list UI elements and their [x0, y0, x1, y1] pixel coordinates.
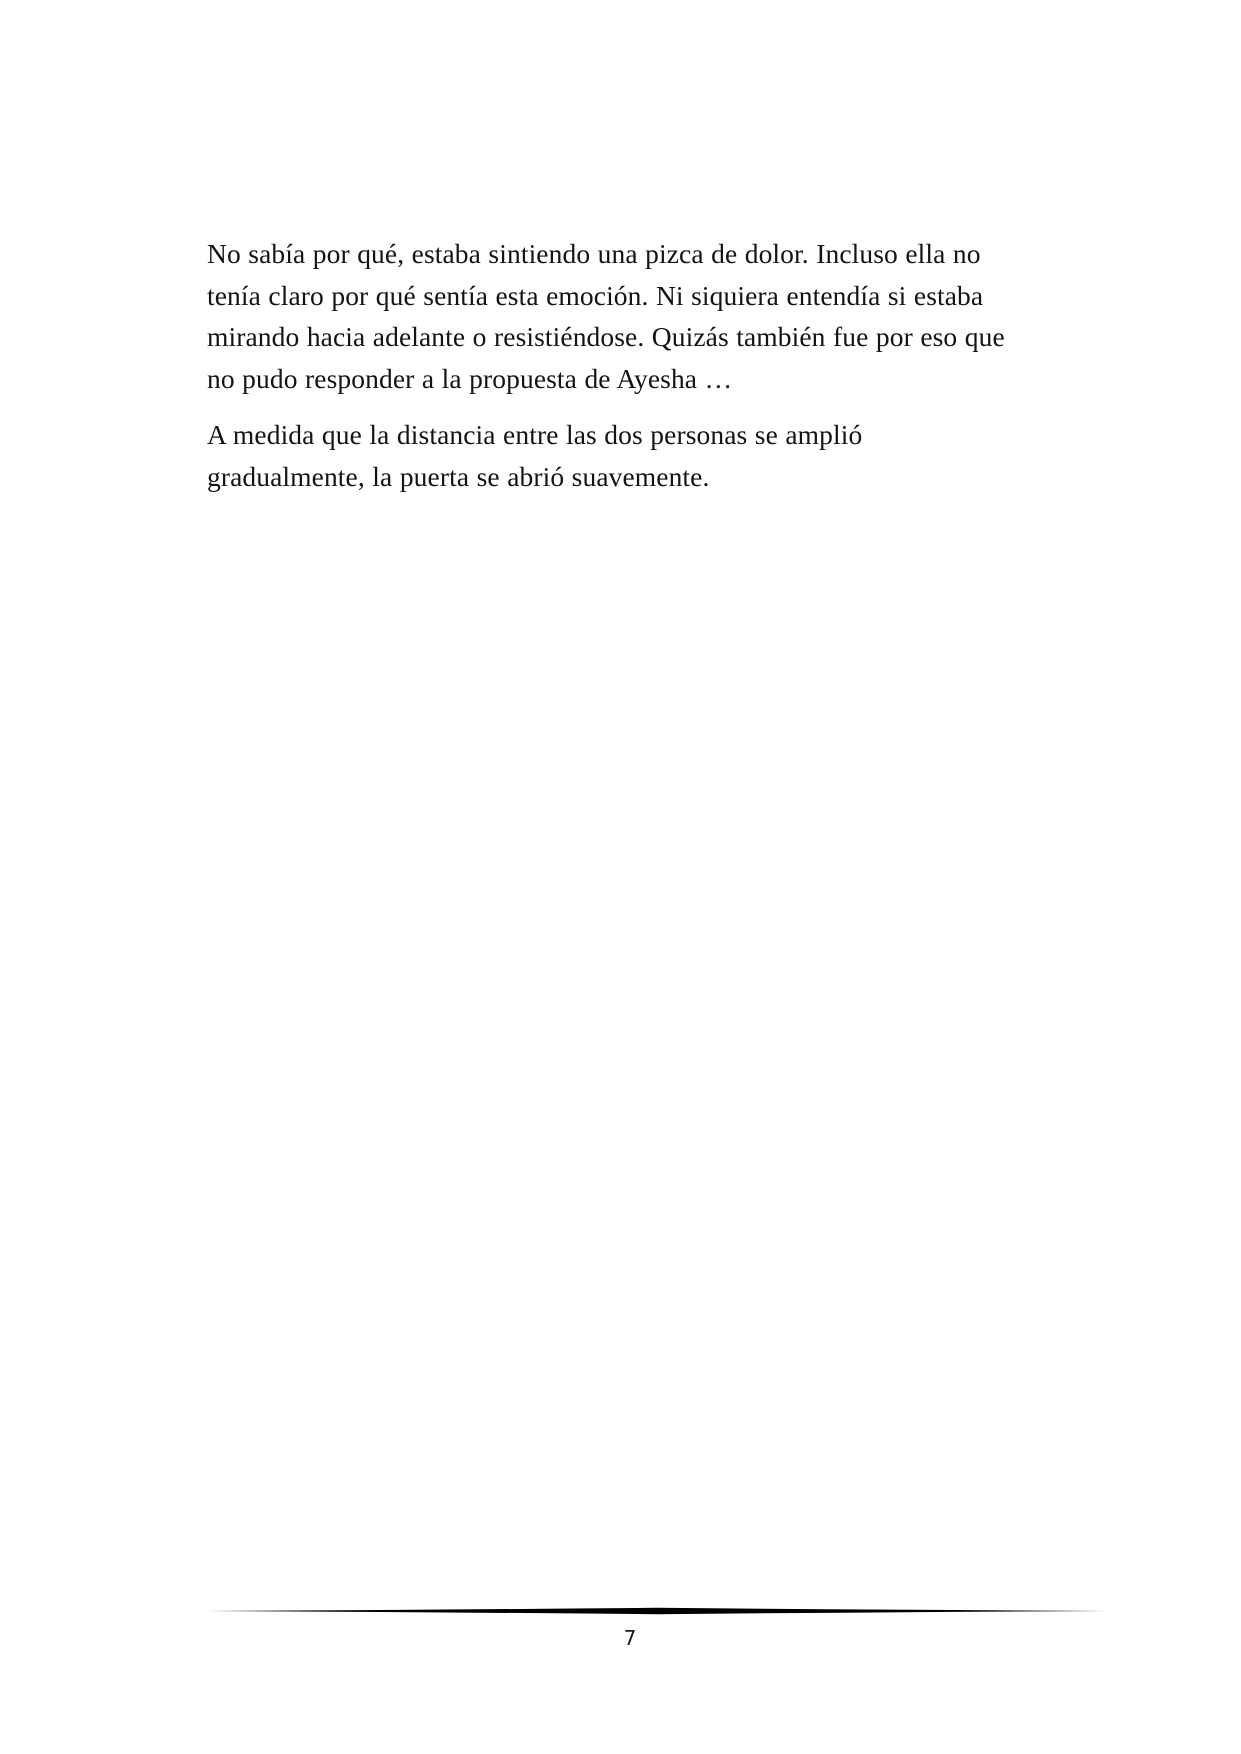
text-line: no pudo responder a la propuesta de Ayesha …	[207, 362, 733, 394]
paragraph-1	[207, 233, 1087, 399]
text-line: tenía claro por qué sentía esta emoción. Ni siquiera entendía si estaba	[207, 279, 984, 311]
text-line: No sabía por qué, estaba sintiendo una pizca de dolor. Incluso ella no	[207, 238, 981, 269]
footer-divider	[207, 1605, 1107, 1617]
page-number: 7	[623, 1626, 637, 1650]
body-text	[207, 233, 1087, 497]
paragraph-2	[207, 414, 1087, 497]
text-line: mirando hacia adelante o resistiéndose. Quizás también fue por eso que	[207, 321, 1005, 352]
text-line: A medida que la distancia entre las dos personas se amplió	[207, 419, 863, 450]
text-line: gradualmente, la puerta se abrió suavemente.	[207, 460, 710, 492]
